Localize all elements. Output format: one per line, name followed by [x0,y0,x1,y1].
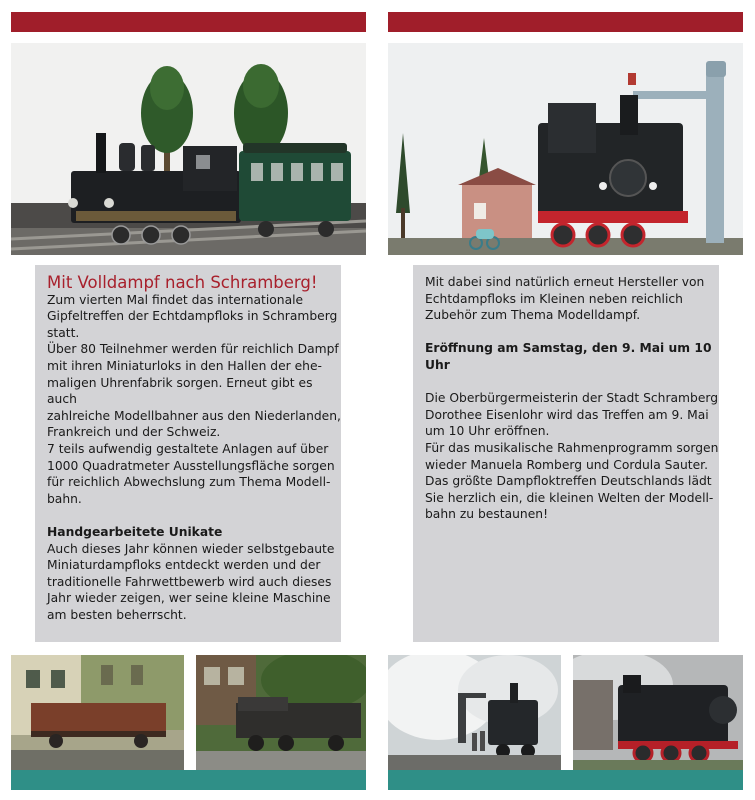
red-wheel-locomotive-photo [573,655,743,770]
locomotive-water-crane-photo [388,43,743,255]
bottom-bar-right [388,770,743,790]
locomotives-photo-left [11,43,366,255]
brochure-title: Mit Volldampf nach Schramberg! [47,273,318,292]
left-intro-text: Zum vierten Mal findet das internationale Gipfeltreffen der Echtdampfloks in Schramberg statt. Über 80 Teilnehmer werden für reichlich Dampf mit ihren Miniaturloks in den Hallen der ehe- maligen Uhrenfabrik sorgen. Erneut gibt es auch zahlreiche Modellbahner aus den Niederlanden, Frankreich und der Schweiz. 7 teils aufwendig gestaltete Anlagen auf über 1000 Quadratmeter Ausstellungsfläche sorgen für reichlich Abwechslung zum Thema Modell- bahn. [47,292,341,506]
right-text-panel [413,265,719,642]
left-body-text: Auch dieses Jahr können wieder selbstgebaute Miniaturdampfloks entdeckt werden und der traditionelle Fahrwettbewerb wird auch dieses Jahr wieder zeigen, wer seine kleine Maschine am besten beherrscht. [47,541,335,622]
left-subheading: Handgearbeitete Unikate [47,524,223,539]
top-bar-right [388,12,743,32]
top-bar-left [11,12,366,32]
left-text-panel [35,265,341,642]
freight-wagon-photo [11,655,184,770]
right-intro-text: Mit dabei sind natürlich erneut Hersteller von Echtdampfloks im Kleinen neben reichlich Zubehör zum Thema Modelldampf. [425,275,705,323]
steam-cloud-photo [388,655,561,770]
bottom-bar-left [11,770,366,790]
right-subheading: Eröffnung am Samstag, den 9. Mai um 10 Uhr [425,341,712,372]
train-village-photo [196,655,366,770]
right-body-text: Die Oberbürgermeisterin der Stadt Schramberg Dorothee Eisenlohr wird das Treffen am 9. Mai um 10 Uhr eröffnen. Für das musikalische Rahmenprogramm sorgen wieder Manuela Romberg und Cordula Sauter. Das größte Dampfloktreffen Deutschlands lädt Sie herzlich ein, die kleinen Welten der Modell- bahn zu bestaunen! [425,391,719,522]
